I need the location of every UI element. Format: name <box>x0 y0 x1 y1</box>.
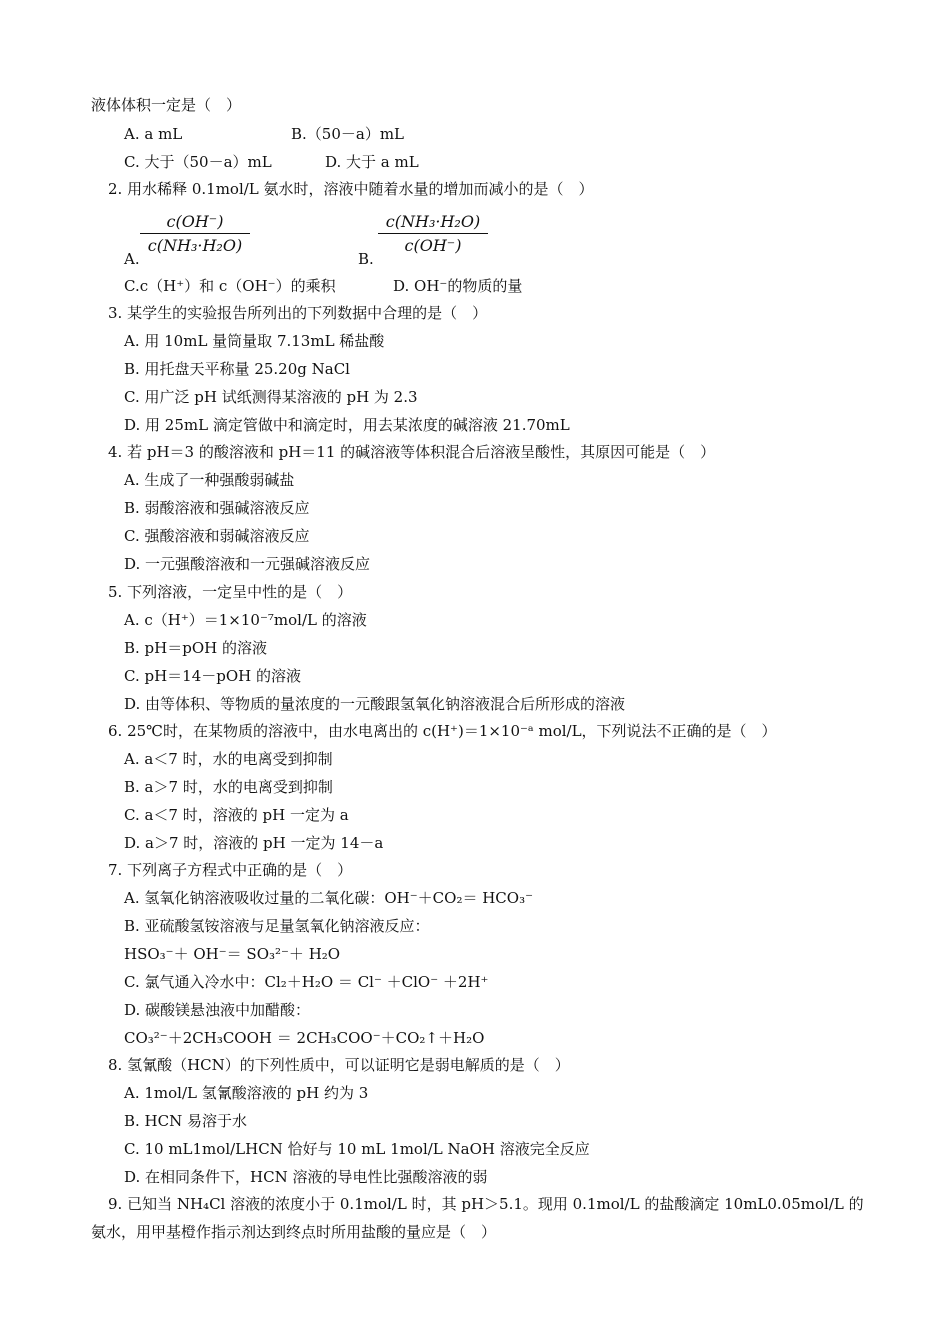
q7-option-d-equation: CO₃²⁻＋2CH₃COOH ＝ 2CH₃COO⁻＋CO₂↑＋H₂O <box>124 1029 485 1047</box>
q1-option-c: C. 大于（50－a）mL <box>124 153 272 171</box>
q2-fraction-a-numerator: c(OH⁻) <box>140 212 250 234</box>
q2-option-c: C.c（H⁺）和 c（OH⁻）的乘积 <box>124 277 336 295</box>
q7-option-c: C. 氯气通入冷水中：Cl₂＋H₂O ＝ Cl⁻ ＋ClO⁻ ＋2H⁺ <box>124 973 489 991</box>
q2-fraction-b <box>378 212 488 255</box>
q6-option-b: B. a＞7 时，水的电离受到抑制 <box>124 778 333 796</box>
question-5-stem: 5. 下列溶液，一定呈中性的是（ ） <box>108 583 353 601</box>
q3-option-c: C. 用广泛 pH 试纸测得某溶液的 pH 为 2.3 <box>124 388 418 406</box>
q4-option-d: D. 一元强酸溶液和一元强碱溶液反应 <box>124 555 371 573</box>
q8-option-d: D. 在相同条件下，HCN 溶液的导电性比强酸溶液的弱 <box>124 1168 488 1186</box>
q1-option-a: A. a mL <box>124 125 183 143</box>
q2-fraction-a-denominator: c(NH₃·H₂O) <box>147 236 243 255</box>
q7-option-b: B. 亚硫酸氢铵溶液与足量氢氧化钠溶液反应： <box>124 917 430 935</box>
q5-option-a: A. c（H⁺）＝1×10⁻⁷mol/L 的溶液 <box>124 611 367 629</box>
q4-option-b: B. 弱酸溶液和强碱溶液反应 <box>124 499 310 517</box>
q2-option-d: D. OH⁻的物质的量 <box>393 277 523 295</box>
question-8-stem: 8. 氢氰酸（HCN）的下列性质中，可以证明它是弱电解质的是（ ） <box>108 1056 570 1074</box>
question-4-stem: 4. 若 pH＝3 的酸溶液和 pH＝11 的碱溶液等体积混合后溶液呈酸性，其原因可能是（ ） <box>108 443 716 461</box>
q2-fraction-b-denominator: c(OH⁻) <box>404 236 462 255</box>
q3-option-d: D. 用 25mL 滴定管做中和滴定时，用去某浓度的碱溶液 21.70mL <box>124 416 570 434</box>
q6-option-a: A. a＜7 时，水的电离受到抑制 <box>124 750 333 768</box>
q7-option-a: A. 氢氧化钠溶液吸收过量的二氧化碳：OH⁻＋CO₂＝ HCO₃⁻ <box>124 889 534 907</box>
q8-option-c: C. 10 mL1mol/LHCN 恰好与 10 mL 1mol/L NaOH 溶液完全反应 <box>124 1140 590 1158</box>
q8-option-b: B. HCN 易溶于水 <box>124 1112 248 1130</box>
q1-option-b: B.（50－a）mL <box>291 125 405 143</box>
q2-option-b-label: B. <box>358 250 374 268</box>
q3-option-b: B. 用托盘天平称量 25.20g NaCl <box>124 360 350 378</box>
q2-option-a-label: A. <box>124 250 140 268</box>
question-6-stem: 6. 25℃时，在某物质的溶液中，由水电离出的 c(H⁺)＝1×10⁻ᵃ mol/L，下列说法不正确的是（ ） <box>108 722 777 740</box>
question-7-stem: 7. 下列离子方程式中正确的是（ ） <box>108 861 353 879</box>
q6-option-d: D. a＞7 时，溶液的 pH 一定为 14－a <box>124 834 384 852</box>
q7-option-d: D. 碳酸镁悬浊液中加醋酸： <box>124 1001 311 1019</box>
q2-fraction-a <box>140 212 250 255</box>
question-3-stem: 3. 某学生的实验报告所列出的下列数据中合理的是（ ） <box>108 304 488 322</box>
question-1-stem-end: 液体体积一定是（ ） <box>91 96 242 114</box>
q6-option-c: C. a＜7 时，溶液的 pH 一定为 a <box>124 806 349 824</box>
q4-option-c: C. 强酸溶液和弱碱溶液反应 <box>124 527 310 545</box>
q1-option-d: D. 大于 a mL <box>325 153 419 171</box>
q5-option-d: D. 由等体积、等物质的量浓度的一元酸跟氢氧化钠溶液混合后所形成的溶液 <box>124 695 626 713</box>
question-9-stem: 9. 已知当 NH₄Cl 溶液的浓度小于 0.1mol/L 时，其 pH＞5.1。现用 0.1mol/L 的盐酸滴定 10mL0.05mol/L 的 <box>108 1195 864 1213</box>
q5-option-b: B. pH＝pOH 的溶液 <box>124 639 267 657</box>
q2-fraction-b-numerator: c(NH₃·H₂O) <box>378 212 488 234</box>
q3-option-a: A. 用 10mL 量筒量取 7.13mL 稀盐酸 <box>124 332 385 350</box>
q5-option-c: C. pH＝14－pOH 的溶液 <box>124 667 301 685</box>
q8-option-a: A. 1mol/L 氢氰酸溶液的 pH 约为 3 <box>124 1084 369 1102</box>
q7-option-b-equation: HSO₃⁻＋ OH⁻＝ SO₃²⁻＋ H₂O <box>124 945 341 963</box>
q4-option-a: A. 生成了一种强酸弱碱盐 <box>124 471 295 489</box>
question-9-stem-cont: 氨水，用甲基橙作指示剂达到终点时所用盐酸的量应是（ ） <box>91 1223 497 1241</box>
question-2-stem: 2. 用水稀释 0.1mol/L 氨水时，溶液中随着水量的增加而减小的是（ ） <box>108 180 594 198</box>
